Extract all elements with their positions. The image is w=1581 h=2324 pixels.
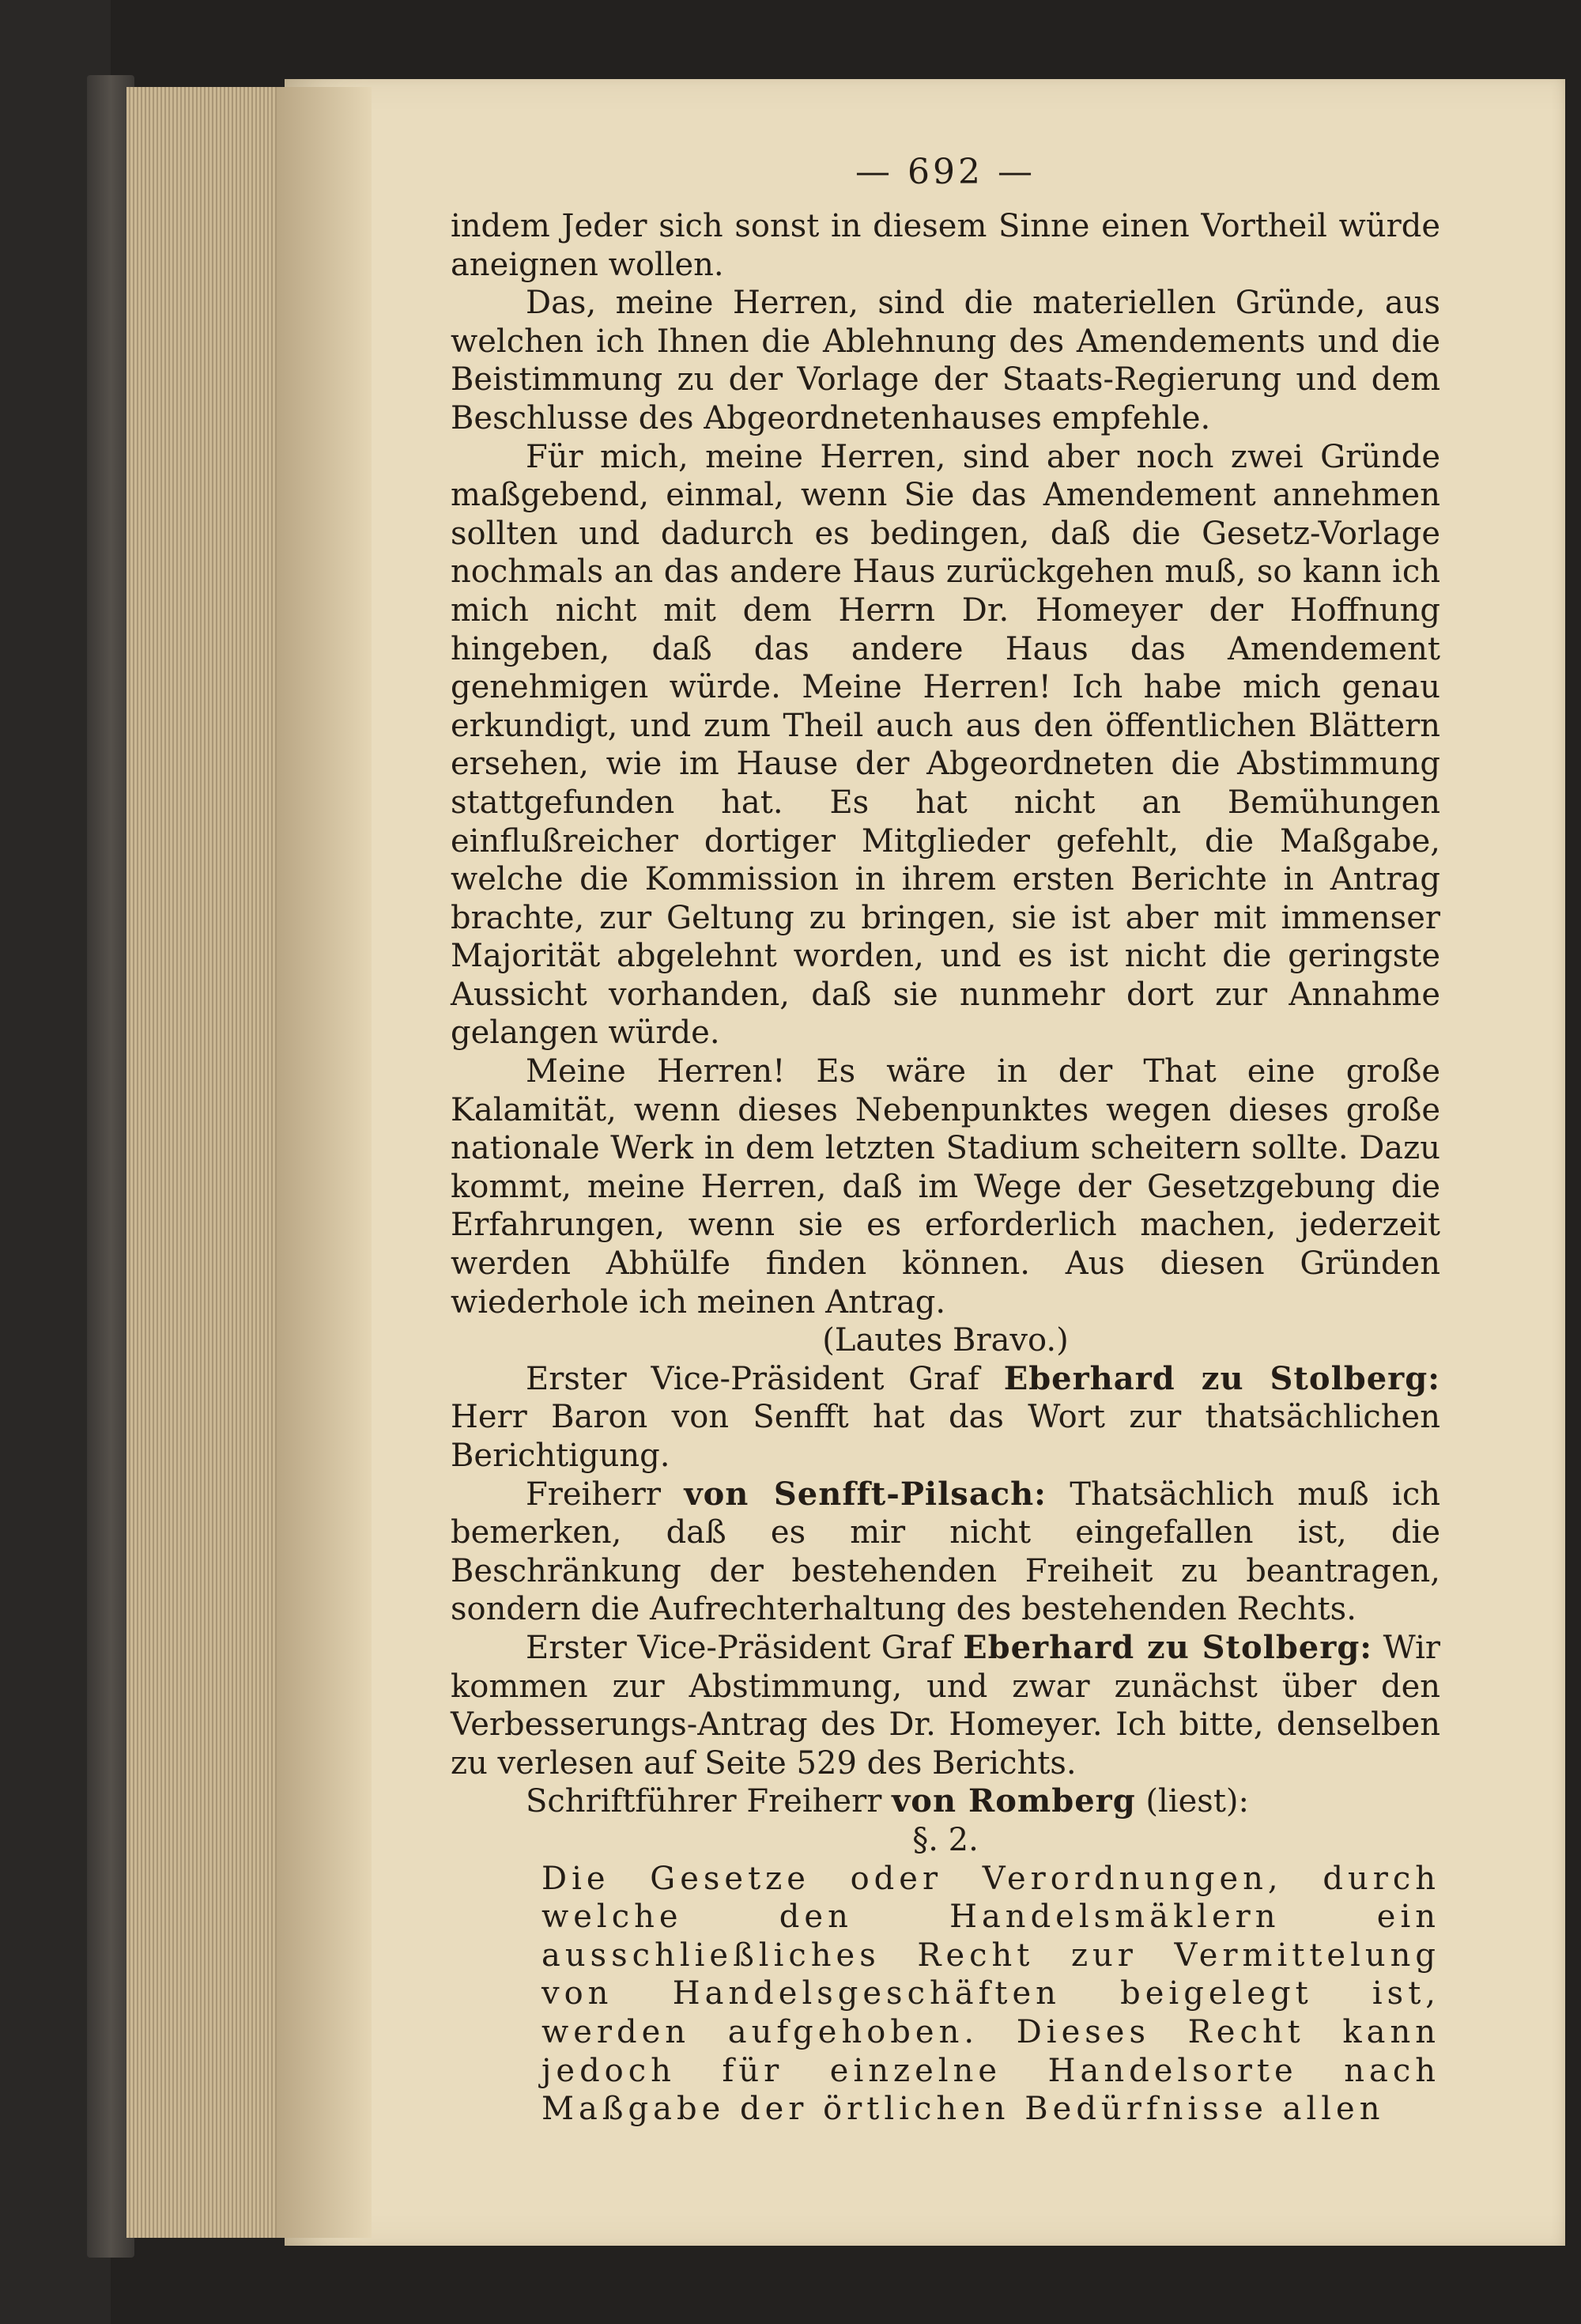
page-text: [451, 149, 1440, 2129]
speaker-name: von Romberg: [892, 1782, 1136, 1820]
speaker-text: Wir kommen zur Abstimmung, und zwar zunächst über den Verbesserungs-Antrag des Dr. Homeyer. Ich bitte, denselben zu verlesen auf Seite 529 des Berichts.: [451, 1629, 1440, 1782]
speaker-role: Erster Vice-Präsident Graf: [526, 1360, 979, 1397]
speaker-text: Thatsächlich muß ich bemerken, daß es mir nicht eingefallen ist, die Beschränkung der bestehenden Freiheit zu beantragen, sondern die Aufrechterhaltung des bestehenden Rechts.: [451, 1476, 1440, 1628]
speaker-entry: [451, 1782, 1440, 1821]
speaker-role: Schriftführer Freiherr: [526, 1783, 882, 1820]
speaker-name: Eberhard zu Stolberg:: [963, 1628, 1373, 1666]
speaker-entry: [451, 1476, 1440, 1629]
applause-note: (Lautes Bravo.): [822, 1322, 1069, 1359]
speaker-role: Erster Vice-Präsident Graf: [526, 1629, 953, 1666]
page-gutter: [277, 87, 372, 2238]
paragraph: Das, meine Herren, sind die materiellen Gründe, aus welchen ich Ihnen die Ablehnung des Amendements und die Beistimmung zu der Vorlage der Staats-Regierung und dem Beschlusse des Abgeordnetenhauses empfehle.: [451, 285, 1440, 436]
paragraph: indem Jeder sich sonst in diesem Sinne einen Vortheil würde aneignen wollen.: [451, 208, 1440, 283]
paragraph: Meine Herren! Es wäre in der That eine große Kalamität, wenn dieses Nebenpunktes wegen dieses große nationale Werk in dem letzten Stadium scheitern sollte. Dazu kommt, meine Herren, daß im Wege der Gesetzgebung die Erfahrungen, wenn sie es erforderlich machen, jederzeit werden Abhülfe finden können. Aus diesen Gründen wiederhole ich meinen Antrag.: [451, 1053, 1440, 1321]
page-edges: [126, 87, 285, 2238]
speaker-role: Freiherr: [526, 1476, 662, 1513]
speaker-name: von Senfft-Pilsach:: [684, 1475, 1047, 1513]
section-label: §. 2.: [912, 1821, 979, 1858]
speaker-entry: [451, 1629, 1440, 1782]
speaker-name: Eberhard zu Stolberg:: [1003, 1359, 1440, 1397]
page-number: — 692 —: [855, 152, 1036, 192]
speaker-entry: [451, 1360, 1440, 1476]
speaker-suffix: (liest):: [1145, 1783, 1249, 1820]
speaker-text: Herr Baron von Senfft hat das Wort zur thatsächlichen Berichtigung.: [451, 1399, 1440, 1474]
section-text: Die Gesetze oder Verordnungen, durch welche den Handelsmäklern ein ausschließliches Recht zur Vermittelung von Handelsgeschäften beigelegt ist, werden aufgehoben. Dieses Recht kann jedoch für einzelne Handelsorte nach Maßgabe der örtlichen Bedürfnisse allen: [541, 1860, 1440, 2128]
paragraph: Für mich, meine Herren, sind aber noch zwei Gründe maßgebend, einmal, wenn Sie das Amendement annehmen sollten und dadurch es bedingen, daß die Gesetz-Vorlage nochmals an das andere Haus zurückgehen muß, so kann ich mich nicht mit dem Herrn Dr. Homeyer der Hoffnung hingeben, daß das andere Haus das Amendement genehmigen würde. Meine Herren! Ich habe mich genau erkundigt, und zum Theil auch aus den öffentlichen Blättern ersehen, wie im Hause der Abgeordneten die Abstimmung stattgefunden hat. Es hat nicht an Bemühungen einflußreicher dortiger Mitglieder gefehlt, die Maßgabe, welche die Kommission in ihrem ersten Berichte in Antrag brachte, zur Geltung zu bringen, sie ist aber mit immenser Majorität abgelehnt worden, und es ist nicht die geringste Aussicht vorhanden, daß sie nunmehr dort zur Annahme gelangen würde.: [451, 438, 1440, 1052]
